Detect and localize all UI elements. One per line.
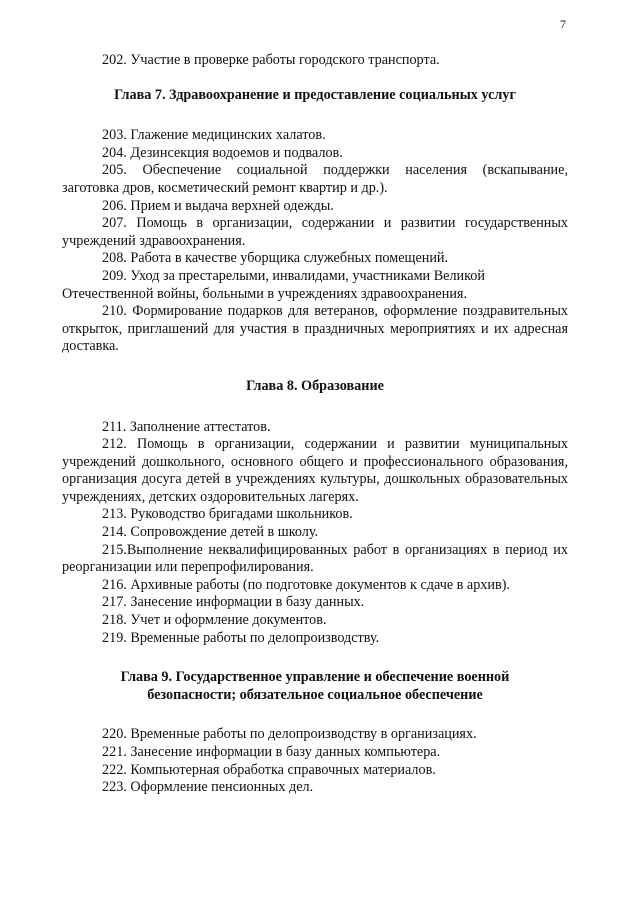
item-211: 211. Заполнение аттестатов. <box>102 418 271 435</box>
chapter-9-heading-line-1: Глава 9. Государственное управление и обеспечение военной <box>120 669 510 686</box>
item-223: 223. Оформление пенсионных дел. <box>102 779 314 796</box>
item-215: 215.Выполнение неквалифицированных работ в организациях в период их реорганизации или перепрофилирования. <box>62 541 568 576</box>
item-216: 216. Архивные работы (по подготовке документов к сдаче в архив). <box>102 576 510 593</box>
item-219: 219. Временные работы по делопроизводству. <box>102 629 380 646</box>
chapter-7-heading: Глава 7. Здравоохранение и предоставление социальных услуг <box>114 86 516 103</box>
item-221: 221. Занесение информации в базу данных компьютера. <box>102 744 441 760</box>
item-213: 213. Руководство бригадами школьников. <box>102 506 353 523</box>
item-206: 206. Прием и выдача верхней одежды. <box>102 197 334 214</box>
item-222: 222. Компьютерная обработка справочных материалов. <box>102 761 436 778</box>
item-208: 208. Работа в качестве уборщика служебных помещений. <box>102 250 449 267</box>
page-number: 7 <box>560 17 566 31</box>
item-212: 212. Помощь в организации, содержании и развитии муниципальных учреждений дошкольного, основного общего и профессионального образования, организация досуга детей в учреждениях культуры, дошкольных образовательных учреждениях, детских оздоровительных лагерях. <box>62 436 568 505</box>
item-209: 209. Уход за престарелыми, инвалидами, участниками Великой Отечественной войны, больными в учреждениях здравоохранения. <box>62 267 485 302</box>
item-203: 203. Глажение медицинских халатов. <box>102 127 326 144</box>
item-202: 202. Участие в проверке работы городского транспорта. <box>102 52 440 68</box>
item-220: 220. Временные работы по делопроизводству в организациях. <box>102 726 477 743</box>
document-body <box>62 52 568 797</box>
item-205: 205. Обеспечение социальной поддержки населения (вскапывание, заготовка дров, косметический ремонт квартир и др.). <box>62 162 568 196</box>
item-217: 217. Занесение информации в базу данных. <box>102 594 365 611</box>
item-214: 214. Сопровождение детей в школу. <box>102 524 319 541</box>
chapter-9-heading-line-2: безопасности; обязательное социальное обеспечение <box>147 686 483 703</box>
item-210: 210. Формирование подарков для ветеранов, оформление поздравительных открыток, приглашений для участия в праздничных мероприятиях и их адресная доставка. <box>62 303 568 355</box>
item-207: 207. Помощь в организации, содержании и развитии государственных учреждений здравоохранения. <box>62 215 568 249</box>
chapter-8-heading: Глава 8. Образование <box>246 377 384 394</box>
item-204: 204. Дезинсекция водоемов и подвалов. <box>102 144 343 161</box>
item-218: 218. Учет и оформление документов. <box>102 612 327 629</box>
